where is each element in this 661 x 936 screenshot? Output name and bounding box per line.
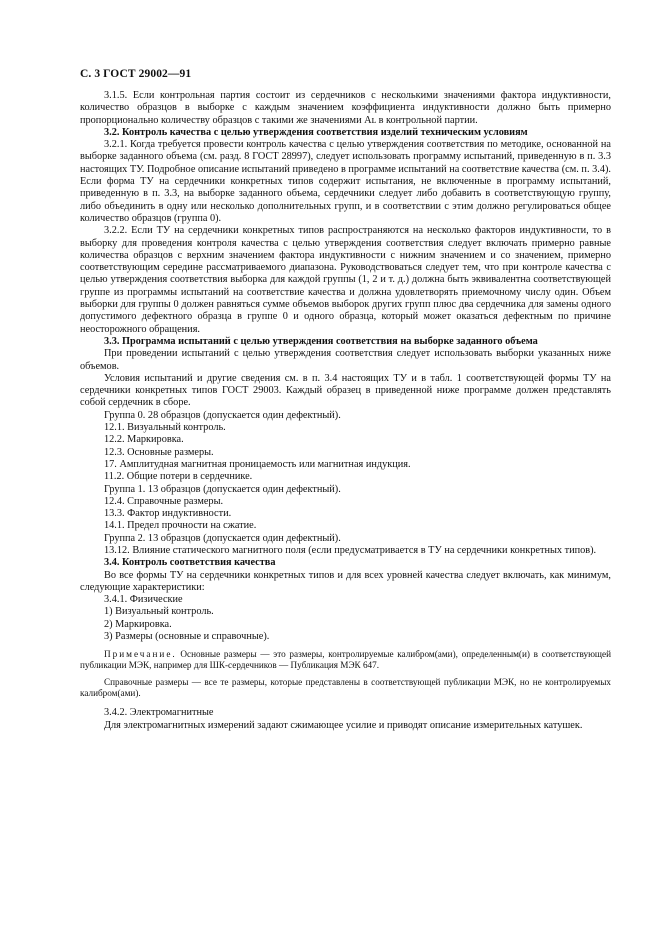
page-header: С. 3 ГОСТ 29002—91 [80,68,192,80]
program-item: 12.3. Основные размеры. [104,446,214,458]
paragraph-3-2-1: 3.2.1. Когда требуется провести контроль качества с целью утверждения соответствия по методике, основанной на выборке заданного объема (см. разд. 8 ГОСТ 28997), следует использовать программу испытаний, приведенную в п. 3.3 настоящих ТУ. Подробное описание испытаний приведено в программе испытаний на соответствие качества (см. п. 3.4). Если форма ТУ на сердечники конкретных типов содержит испытания, не включенные в программу испытаний, приведенную в п. 3.3, на выборке заданного объема, сердечники следует либо добавить в соответствующую группу, либо объединить в одну или несколько дополнительных групп, и в соответствии с этим должно регулироваться общее количество образцов (группа 0). [80,139,611,224]
program-item: 13.3. Фактор индуктивности. [104,508,232,520]
program-item: Группа 2. 13 образцов (допускается один дефектный). [104,532,341,544]
paragraph-3-1-5: 3.1.5. Если контрольная партия состоит из сердечников с несколькими значениями фактора индуктивности, количество образцов в выборке с каждым значением коэффициента индуктивности должно быть примерно пропорционально количеству образцов с такими же значениями Aʟ в контрольной партии. [80,90,611,126]
program-item: 17. Амплитудная магнитная проницаемость или магнитная индукция. [104,458,411,470]
paragraph-3-3-intro: При проведении испытаний с целью утверждения соответствия следует использовать выборки указанных ниже объемов. [80,348,611,372]
program-item: 14.1. Предел прочности на сжатие. [104,520,257,532]
note-reference-dimensions: Справочные размеры — все те размеры, которые представлены в соответствующей публикации МЭК, но не контролируемых калибром(ами). [80,677,611,699]
note-text: Основные размеры — это размеры, контролируемые калибром(ами), определенным(и) в соответствующей публикации МЭК, например для ШК-сердечников — Публикация МЭК 647. [80,649,611,671]
paragraph-3-3-conditions: Условия испытаний и другие сведения см. в п. 3.4 настоящих ТУ и в табл. 1 соответствующей формы ТУ на сердечники конкретных типов ГОСТ 29003. Каждый образец в приведенной ниже программе должен представлять собой сердечник в сборе. [80,372,611,409]
characteristic-item: 3) Размеры (основные и справочные). [104,631,270,643]
program-item-13-12: 13.12. Влияние статического магнитного поля (если предусматривается в ТУ на сердечники конкретных типов). [104,544,597,556]
program-item: Группа 0. 28 образцов (допускается один дефектный). [104,409,341,421]
note-label: Примечание. [104,649,177,660]
program-item: 12.4. Справочные размеры. [104,495,224,507]
heading-3-4: 3.4. Контроль соответствия качества [104,557,276,569]
heading-3-4-2: 3.4.2. Электромагнитные [104,707,214,719]
paragraph-3-4-intro: Во все формы ТУ на сердечники конкретных типов и для всех уровней качества следует включать, как минимум, следующие характеристики: [80,569,611,593]
program-item: 12.1. Визуальный контроль. [104,422,226,434]
program-item: 11.2. Общие потери в сердечнике. [104,471,253,483]
document-body [80,90,611,732]
characteristic-item: 1) Визуальный контроль. [104,606,214,618]
characteristic-item: 2) Маркировка. [104,618,172,630]
program-item: Группа 1. 13 образцов (допускается один дефектный). [104,483,341,495]
paragraph-3-2-2: 3.2.2. Если ТУ на сердечники конкретных типов распространяются на несколько факторов индуктивности, то в выборку для проведения контроля качества с целью утверждения соответствия следует включать примерно равные количества образцов с верхним значением фактора индуктивности с нижним значением и со значением, примерно соответствующим середине рассматриваемого диапазона. Руководствоваться следует тем, что при контроле качества с целью утверждения соответствия выборка для каждой группы (1, 2 и т. д.) должна быть эквивалентна соответствующей группе из программы испытаний на соответствие качества и должна удовлетворять приемочному числу один. Объем выборки для группы 0 должен равняться сумме объемов выборок других групп плюс два сердечника для замены одного допустимого дефектного образца в группе 0 и одного образца, который может оказаться дефектным по причине неосторожного обращения. [80,225,611,335]
program-item: 12.2. Маркировка. [104,434,184,446]
heading-3-3: 3.3. Программа испытаний с целью утверждения соответствия на выборке заданного объема [104,335,538,347]
paragraph-3-4-2: Для электромагнитных измерений задают сжимающее усилие и приводят описание измерительных катушек. [104,719,583,731]
characteristic-item: 3.4.1. Физические [104,594,183,606]
heading-3-2: 3.2. Контроль качества с целью утверждения соответствия изделий техническим условиям [104,126,528,138]
note-main-dimensions [80,649,611,671]
